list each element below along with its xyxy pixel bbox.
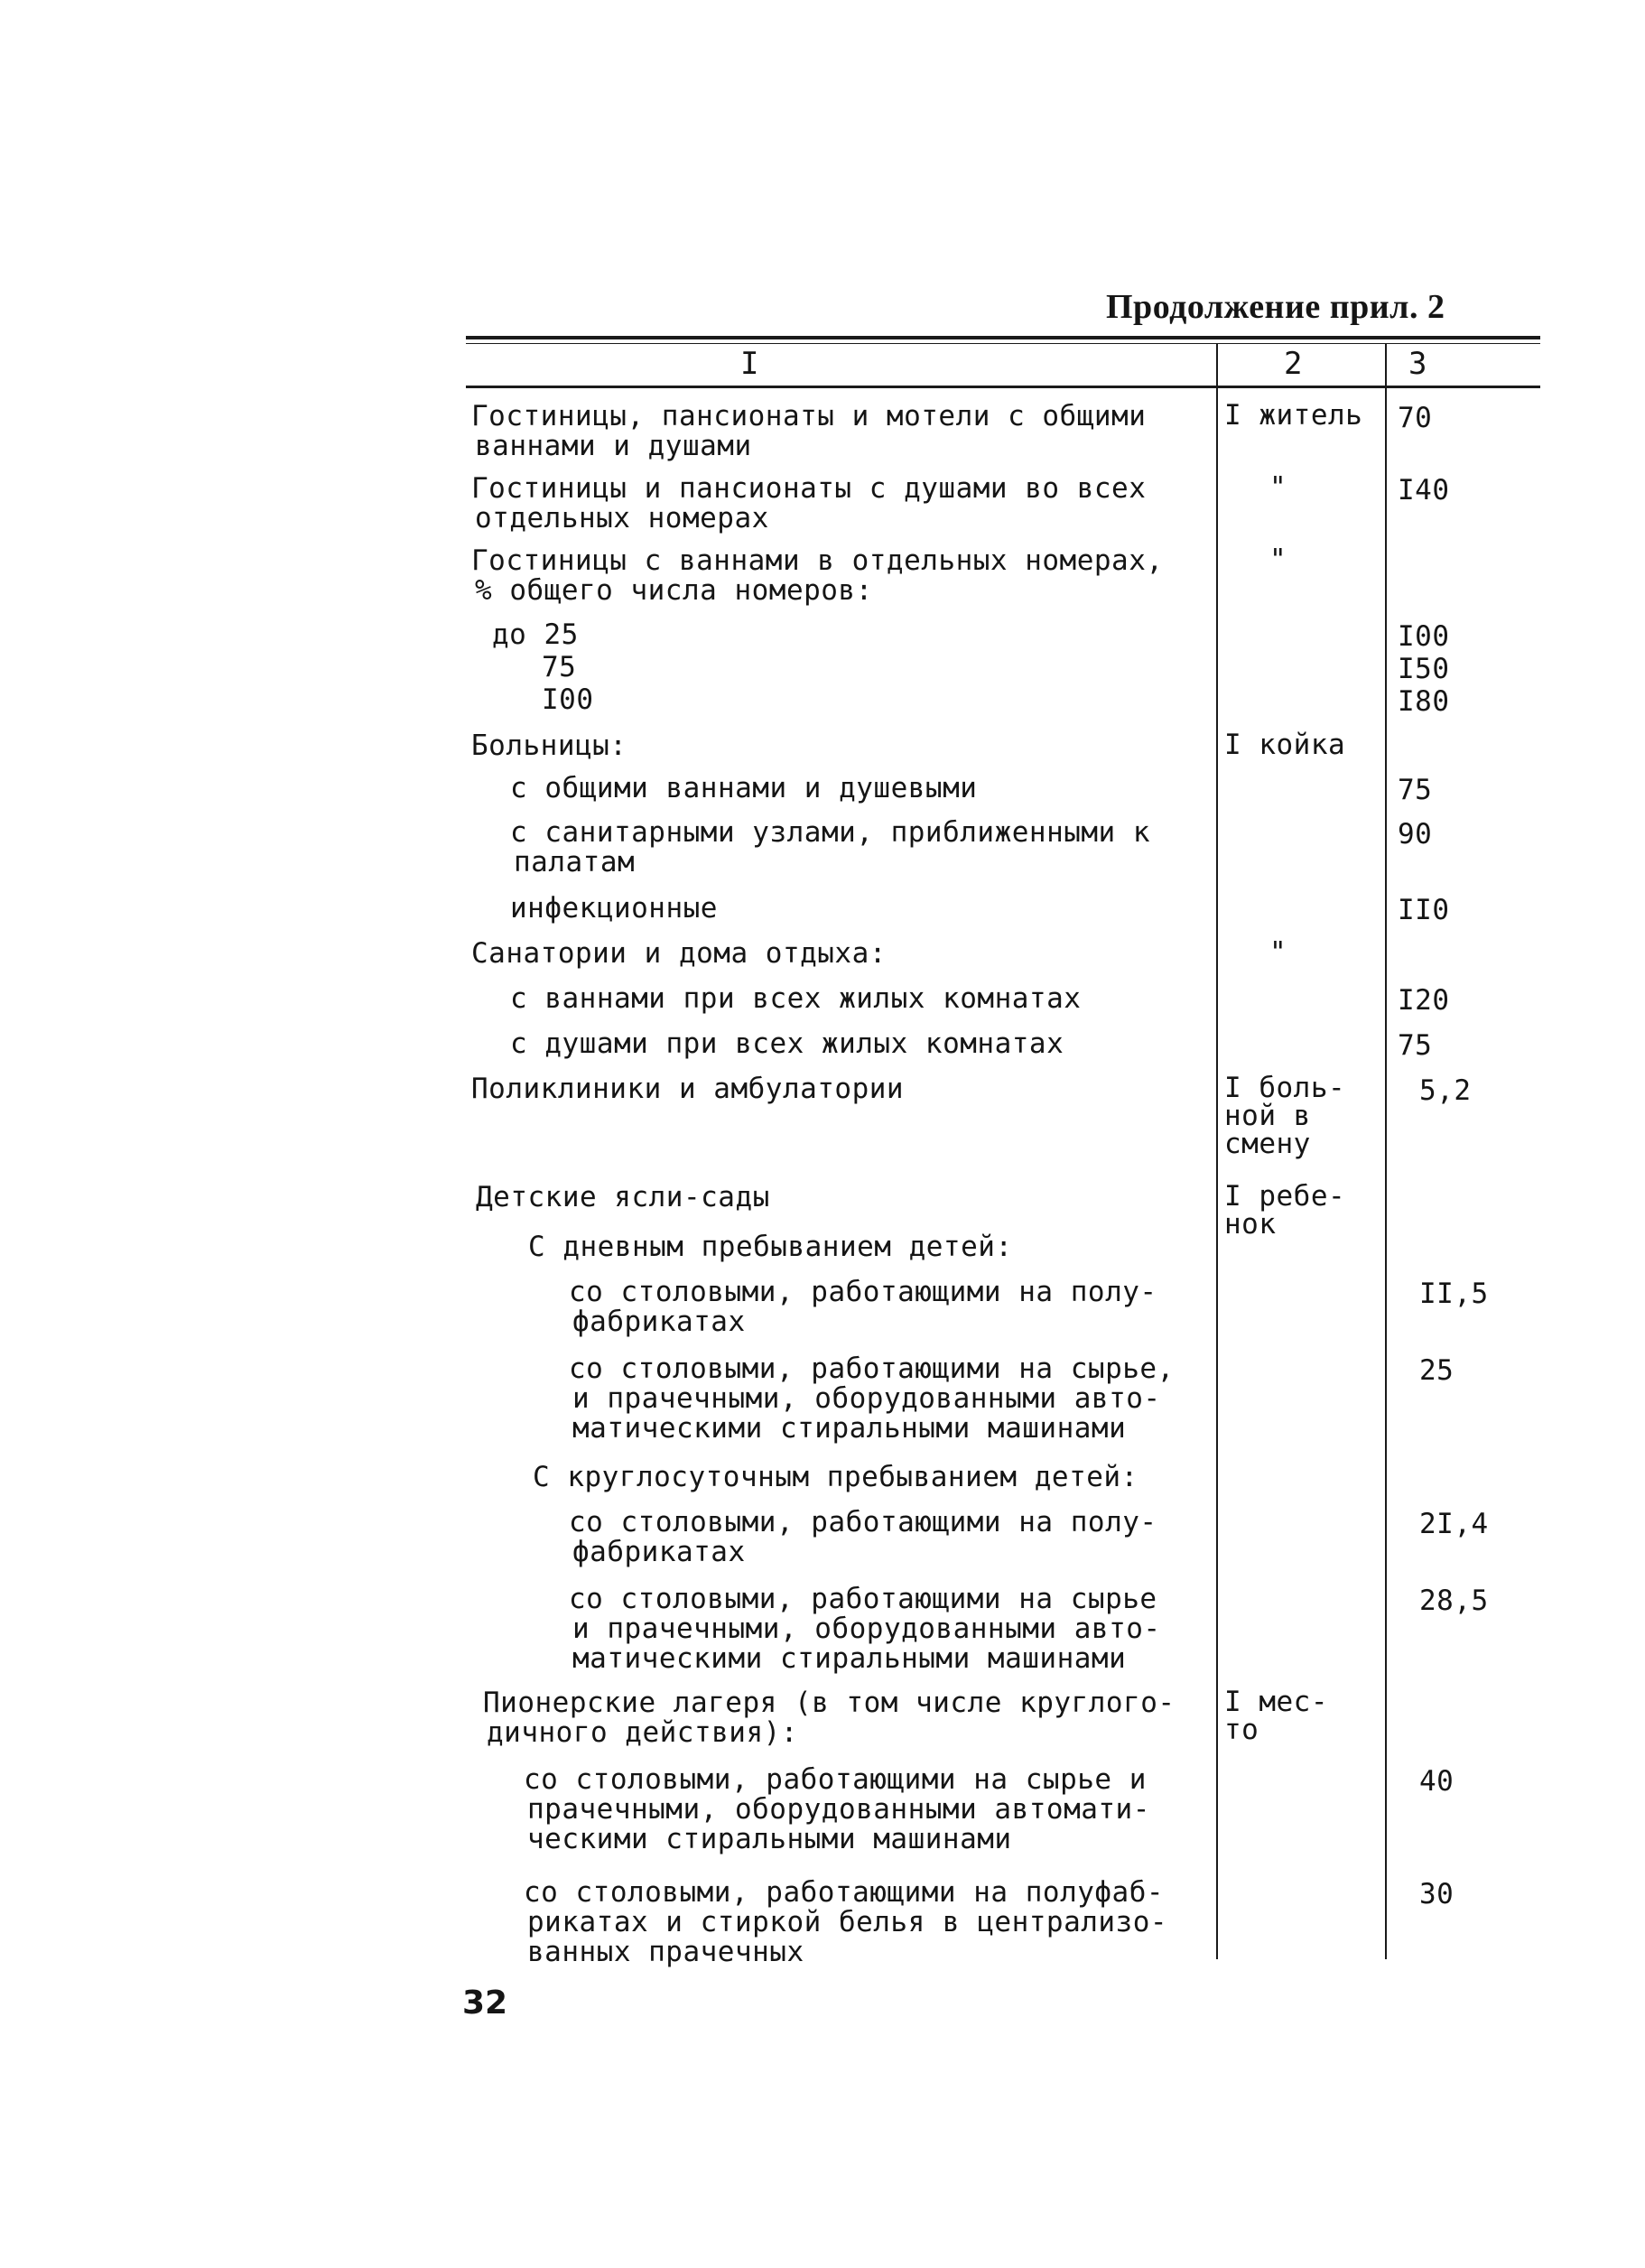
row-label bbox=[471, 546, 1164, 606]
row-label-line: Детские ясли-сады bbox=[476, 1181, 770, 1213]
row-label-line: со столовыми, работающими на сырье, bbox=[569, 1352, 1175, 1385]
row-label-line: рикатах и стиркой белья в централизо- bbox=[527, 1906, 1168, 1938]
row-label-line: С круглосуточным пребыванием детей: bbox=[533, 1461, 1138, 1493]
row-label-line: Больницы: bbox=[471, 730, 627, 762]
row-unit-line: I житель bbox=[1224, 399, 1363, 432]
row-label bbox=[510, 894, 718, 924]
row-label bbox=[510, 984, 1081, 1014]
row-label-line: ванных прачечных bbox=[527, 1936, 804, 1968]
row-unit-line: " bbox=[1269, 471, 1287, 504]
row-value: I00 bbox=[1398, 620, 1450, 653]
row-unit-line: то bbox=[1224, 1714, 1259, 1746]
column-divider-1 bbox=[1216, 343, 1218, 1959]
row-unit-line: " bbox=[1269, 544, 1287, 576]
row-label bbox=[533, 1463, 1138, 1492]
row-unit bbox=[1224, 1180, 1346, 1241]
row-label-line: фабрикатах bbox=[572, 1536, 746, 1568]
row-label bbox=[483, 1688, 1176, 1748]
row-value: 75 bbox=[1398, 1029, 1433, 1062]
row-label bbox=[524, 1765, 1150, 1854]
row-label-line: матическими стиральными машинами bbox=[572, 1642, 1127, 1675]
row-value: 30 bbox=[1419, 1878, 1454, 1910]
row-label-line: ваннами и душами bbox=[475, 430, 752, 462]
row-label bbox=[492, 620, 579, 650]
row-label-line: С дневным пребыванием детей: bbox=[528, 1231, 1013, 1263]
row-label-line: с общими ваннами и душевыми bbox=[510, 772, 978, 804]
row-unit-line: I боль- bbox=[1224, 1072, 1346, 1104]
row-value: 90 bbox=[1398, 818, 1433, 850]
row-label bbox=[528, 1232, 1013, 1262]
row-label-line: до 25 bbox=[492, 618, 579, 651]
row-unit bbox=[1224, 936, 1287, 969]
row-label bbox=[510, 818, 1150, 878]
row-unit bbox=[1224, 546, 1287, 574]
page-number: 32 bbox=[462, 1984, 508, 2022]
row-value: 2I,4 bbox=[1419, 1508, 1489, 1540]
row-label-line: Гостиницы и пансионаты с душами во всех bbox=[471, 472, 1147, 505]
row-label-line: со столовыми, работающими на сырье и bbox=[524, 1763, 1147, 1796]
row-label-line: ческими стиральными машинами bbox=[527, 1823, 1012, 1855]
row-unit bbox=[1224, 731, 1345, 759]
row-label bbox=[471, 474, 1146, 534]
row-value: I80 bbox=[1398, 685, 1450, 718]
row-label-line: % общего числа номеров: bbox=[475, 574, 873, 607]
row-value: I50 bbox=[1398, 653, 1450, 685]
row-value: I20 bbox=[1398, 984, 1450, 1017]
row-value: 70 bbox=[1398, 402, 1433, 434]
row-label-line: Поликлиники и амбулатории bbox=[471, 1073, 905, 1105]
row-label-line: фабрикатах bbox=[572, 1306, 746, 1338]
row-value: II0 bbox=[1398, 894, 1450, 926]
row-unit-line: I ребе- bbox=[1224, 1180, 1346, 1213]
row-label-line: с санитарными узлами, приближенными к bbox=[510, 816, 1151, 849]
row-label-line: со столовыми, работающими на полу- bbox=[569, 1276, 1157, 1308]
row-label bbox=[569, 1508, 1157, 1567]
header-col-1: I bbox=[740, 346, 759, 382]
row-label-line: и прачечными, оборудованными авто- bbox=[572, 1382, 1161, 1415]
row-label-line: и прачечными, оборудованными авто- bbox=[572, 1613, 1161, 1645]
row-label bbox=[542, 653, 576, 683]
row-unit-line: нок bbox=[1224, 1208, 1277, 1241]
row-label bbox=[471, 1074, 904, 1104]
row-label bbox=[510, 1029, 1064, 1059]
row-label-line: I00 bbox=[542, 683, 594, 716]
row-unit-line: I мес- bbox=[1224, 1686, 1328, 1718]
row-label bbox=[510, 774, 977, 804]
header-col-3: 3 bbox=[1408, 346, 1427, 382]
row-label-line: инфекционные bbox=[510, 892, 718, 925]
header-col-2: 2 bbox=[1284, 346, 1303, 382]
column-divider-2 bbox=[1385, 343, 1387, 1959]
row-label bbox=[569, 1278, 1157, 1337]
row-label-line: палатам bbox=[514, 846, 636, 878]
row-value: II,5 bbox=[1419, 1278, 1489, 1310]
row-value: I40 bbox=[1398, 474, 1450, 507]
top-rule bbox=[466, 336, 1540, 339]
row-label-line: матическими стиральными машинами bbox=[572, 1412, 1127, 1445]
row-label-line: Санатории и дома отдыха: bbox=[471, 937, 887, 970]
row-label-line: Пионерские лагеря (в том числе круглого- bbox=[483, 1687, 1176, 1719]
row-label-line: со столовыми, работающими на полуфаб- bbox=[524, 1876, 1165, 1909]
row-label bbox=[542, 685, 594, 715]
row-label bbox=[569, 1585, 1161, 1674]
row-unit-line: смену bbox=[1224, 1128, 1311, 1160]
row-value: 28,5 bbox=[1419, 1585, 1489, 1617]
continuation-caption: Продолжение прил. 2 bbox=[1106, 288, 1445, 326]
row-unit bbox=[1224, 1688, 1328, 1744]
top-rule-thin bbox=[466, 343, 1540, 344]
row-value: 5,2 bbox=[1419, 1074, 1472, 1107]
row-unit bbox=[1224, 471, 1287, 504]
header-rule bbox=[466, 386, 1540, 388]
row-label bbox=[471, 731, 627, 761]
row-label-line: с душами при всех жилых комнатах bbox=[510, 1027, 1064, 1060]
row-value: 75 bbox=[1398, 774, 1433, 806]
row-value: 40 bbox=[1419, 1765, 1454, 1798]
row-label bbox=[569, 1354, 1175, 1444]
row-label-line: с ваннами при всех жилых комнатах bbox=[510, 982, 1082, 1015]
row-label bbox=[524, 1878, 1167, 1967]
row-label bbox=[471, 939, 887, 969]
row-unit-line: I койка bbox=[1224, 729, 1346, 761]
row-label-line: отдельных номерах bbox=[475, 502, 769, 534]
row-label bbox=[471, 402, 1146, 461]
row-label-line: прачечными, оборудованными автомати- bbox=[527, 1793, 1150, 1826]
row-label-line: дичного действия): bbox=[487, 1716, 798, 1749]
row-value: 25 bbox=[1419, 1354, 1454, 1387]
row-label-line: Гостиницы, пансионаты и мотели с общими bbox=[471, 400, 1147, 432]
row-unit-line: " bbox=[1269, 936, 1287, 969]
row-unit bbox=[1224, 399, 1363, 432]
row-label bbox=[476, 1183, 770, 1213]
row-unit bbox=[1224, 1074, 1345, 1158]
row-label-line: со столовыми, работающими на полу- bbox=[569, 1506, 1157, 1538]
row-label-line: со столовыми, работающими на сырье bbox=[569, 1583, 1157, 1615]
row-label-line: 75 bbox=[542, 651, 577, 683]
row-unit-line: ной в bbox=[1224, 1100, 1311, 1132]
row-label-line: Гостиницы с ваннами в отдельных номерах, bbox=[471, 544, 1164, 577]
